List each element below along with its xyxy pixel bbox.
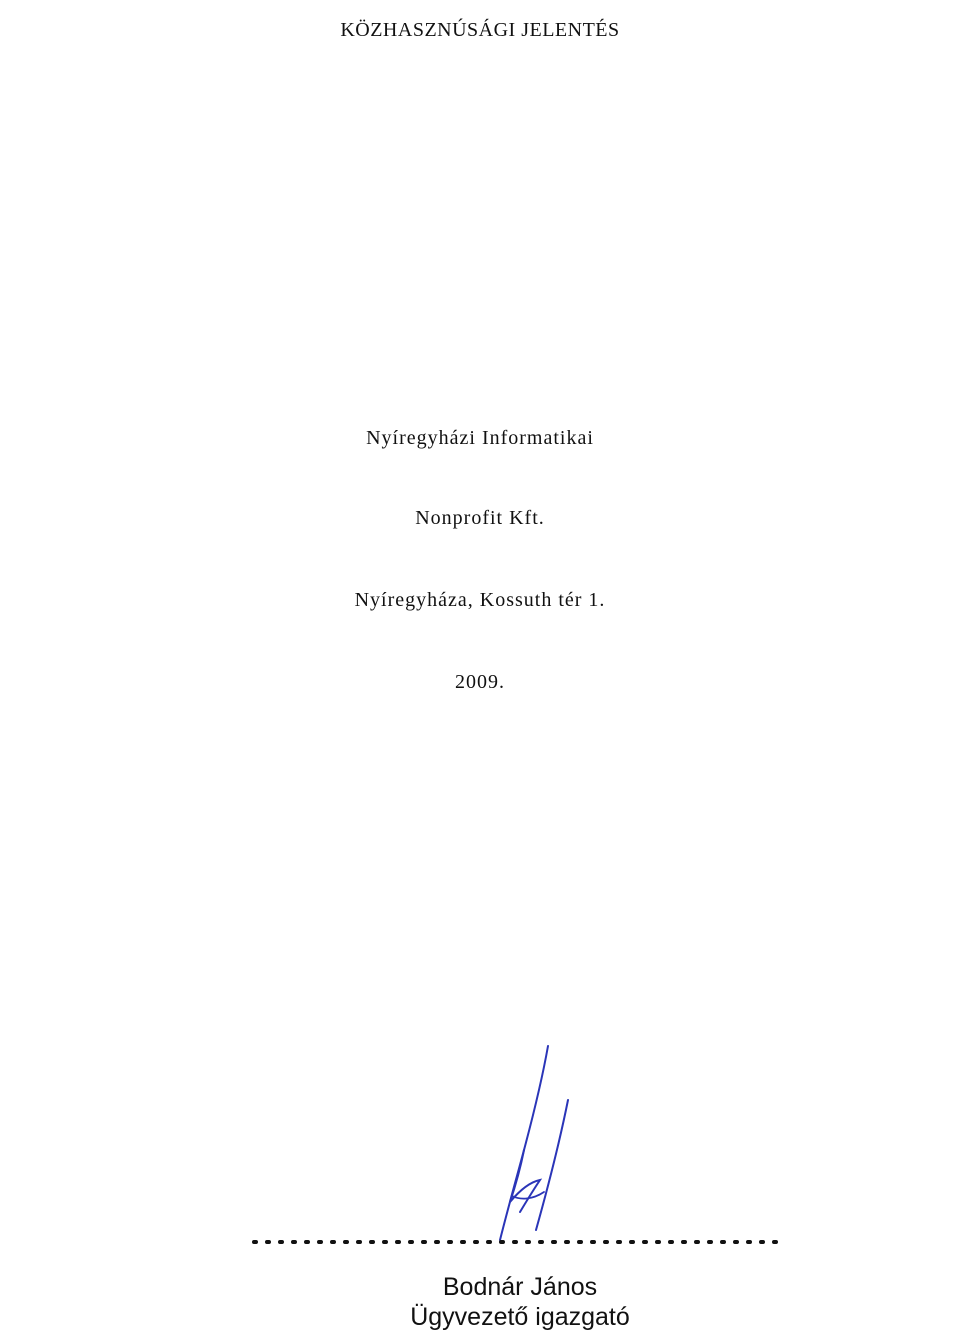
organization-address: Nyíregyháza, Kossuth tér 1. (354, 589, 606, 611)
signature-line (250, 1236, 790, 1248)
signer-role: Ügyvezető igazgató (410, 1303, 630, 1331)
document-title: KÖZHASZNÚSÁGI JELENTÉS (340, 19, 620, 41)
organization-name-line1: Nyíregyházi Informatikai (366, 427, 594, 449)
signer-name: Bodnár János (442, 1273, 598, 1301)
organization-name-line2: Nonprofit Kft. (415, 507, 545, 529)
handwritten-signature (460, 1040, 580, 1260)
report-year: 2009. (455, 671, 505, 693)
